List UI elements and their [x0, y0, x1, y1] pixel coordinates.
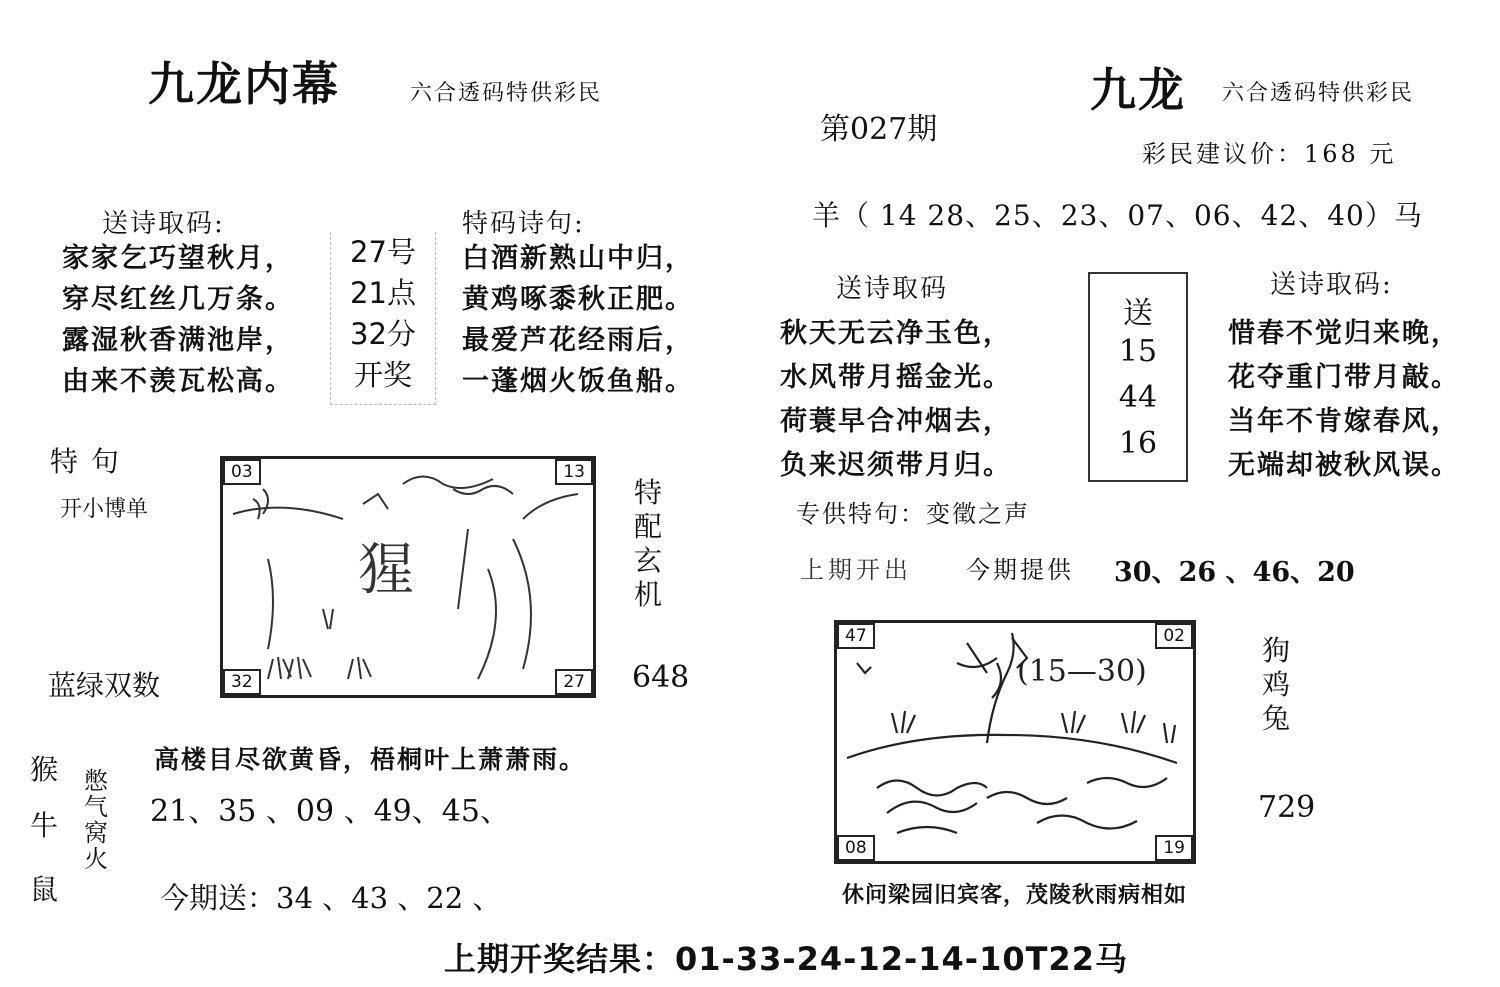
- poem-line: 无端却被秋风误。: [1228, 450, 1460, 481]
- corner-number-br: 19: [1155, 835, 1193, 861]
- left-special-text: 开小博单: [60, 497, 149, 522]
- poem-line: 最爱芦花经雨后，: [462, 325, 694, 356]
- vertical-char: 窝: [84, 819, 108, 847]
- left-special-label: 特 句: [50, 445, 121, 478]
- right-subtitle: 六合透码特供彩民: [1222, 81, 1415, 106]
- corner-number-tr: 02: [1155, 623, 1193, 649]
- corner-number-tr: 13: [555, 459, 593, 485]
- box-line: 16: [1118, 426, 1158, 461]
- suggested-price: 彩民建议价：168 元: [1142, 140, 1397, 168]
- box-line: 15: [1118, 334, 1158, 369]
- right-provide-label: 今期提供: [966, 556, 1074, 584]
- poem-line: 荷蓑早合冲烟去，: [780, 406, 1012, 437]
- right-send-box: [1088, 272, 1188, 482]
- poem-line: 惜春不觉归来晚，: [1228, 318, 1460, 349]
- left-number-648: 648: [632, 660, 690, 695]
- corner-number-tl: 03: [223, 459, 261, 485]
- left-numbers: 21、35 、09 、49、45、: [150, 794, 510, 829]
- corner-number-bl: 08: [837, 835, 875, 861]
- box-line: 21点: [350, 276, 416, 310]
- poem-line: 水风带月摇金光。: [780, 362, 1012, 393]
- box-line: 开奖: [353, 358, 412, 392]
- left-small-vertical: [84, 768, 108, 872]
- right-special: 专供特句：变徵之声: [796, 500, 1030, 528]
- right-number-729: 729: [1258, 790, 1316, 825]
- poem-line: 负来迟须带月归。: [780, 450, 1012, 481]
- right-poem1: [780, 312, 1012, 488]
- right-sketch-frame: [834, 620, 1196, 864]
- vertical-char: 配: [634, 510, 663, 543]
- animal-char: 兔: [1262, 702, 1291, 735]
- box-line: 32分: [350, 317, 416, 351]
- corner-number-br: 27: [555, 669, 593, 695]
- left-sketch-drawing: [223, 459, 587, 689]
- right-sketch-drawing: [837, 623, 1187, 855]
- left-draw-time-box: [330, 232, 436, 405]
- poem-line: 秋天无云净玉色，: [780, 318, 1012, 349]
- left-poem1: [62, 238, 294, 402]
- right-poem2: [1228, 312, 1460, 488]
- right-provide-numbers: 30、26 、46、20: [1114, 557, 1355, 588]
- right-title: 九龙: [1090, 63, 1186, 117]
- left-title: 九龙内幕: [148, 57, 340, 111]
- right-animals-vertical: [1262, 634, 1290, 736]
- last-draw-result: 上期开奖结果：01-33-24-12-14-10T22马: [444, 940, 1128, 978]
- box-line: 送: [1123, 296, 1153, 331]
- corner-number-bl: 32: [223, 669, 261, 695]
- vertical-char: 气: [84, 793, 108, 821]
- vertical-char: 特: [634, 476, 663, 509]
- poem-line: 白酒新熟山中归，: [462, 243, 694, 274]
- poem-line: 由来不羡瓦松高。: [62, 366, 294, 397]
- poem-line: 家家乞巧望秋月，: [62, 243, 294, 274]
- right-last-label: 上期开出: [800, 556, 912, 584]
- left-poem2: [462, 238, 694, 402]
- left-sketch-frame: [220, 456, 596, 698]
- box-line: 44: [1118, 380, 1158, 415]
- left-this-issue: 今期送：34 、43 、22 、: [160, 881, 502, 915]
- poem-line: 黄鸡啄黍秋正肥。: [462, 284, 694, 315]
- right-number-line: 羊（ 14 28、25、23、07、06、42、40）马: [812, 199, 1423, 232]
- poem-line: 当年不肯嫁春风，: [1228, 406, 1460, 437]
- vertical-char: 机: [634, 578, 663, 611]
- animal-char: 鼠: [30, 873, 59, 906]
- left-verse: 高楼目尽欲黄昏，梧桐叶上萧萧雨。: [154, 745, 587, 774]
- right-caption: 休问梁园旧宾客，茂陵秋雨病相如: [842, 882, 1188, 908]
- animal-char: 鸡: [1262, 668, 1291, 701]
- left-subtitle: 六合透码特供彩民: [410, 81, 603, 106]
- box-line: 27号: [350, 235, 416, 269]
- left-animals-vertical: [30, 748, 58, 908]
- poem-line: 一蓬烟火饭鱼船。: [462, 366, 694, 397]
- vertical-char: 火: [84, 845, 108, 873]
- corner-number-tl: 47: [837, 623, 875, 649]
- animal-char: 猴: [30, 753, 59, 786]
- vertical-char: 玄: [634, 544, 663, 577]
- poem-line: 穿尽红丝几万条。: [62, 284, 294, 315]
- left-color-note: 蓝绿双数: [48, 669, 161, 702]
- left-special-vertical: [634, 476, 662, 612]
- right-poem1-heading: 送诗取码: [836, 274, 949, 304]
- poem-line: 花夺重门带月敲。: [1228, 362, 1460, 393]
- sketch-scribble: (15—30): [1017, 654, 1147, 689]
- vertical-char: 憋: [84, 767, 108, 795]
- issue-number: 第027期: [820, 112, 938, 147]
- left-poem2-heading: 特码诗句:: [462, 209, 585, 239]
- right-poem2-heading: 送诗取码:: [1270, 270, 1393, 300]
- animal-char: 狗: [1262, 634, 1291, 667]
- animal-char: 牛: [30, 809, 59, 842]
- poem-line: 露湿秋香满池岸，: [62, 325, 294, 356]
- sketch-character: 猩: [358, 538, 414, 603]
- left-poem1-heading: 送诗取码:: [102, 209, 225, 239]
